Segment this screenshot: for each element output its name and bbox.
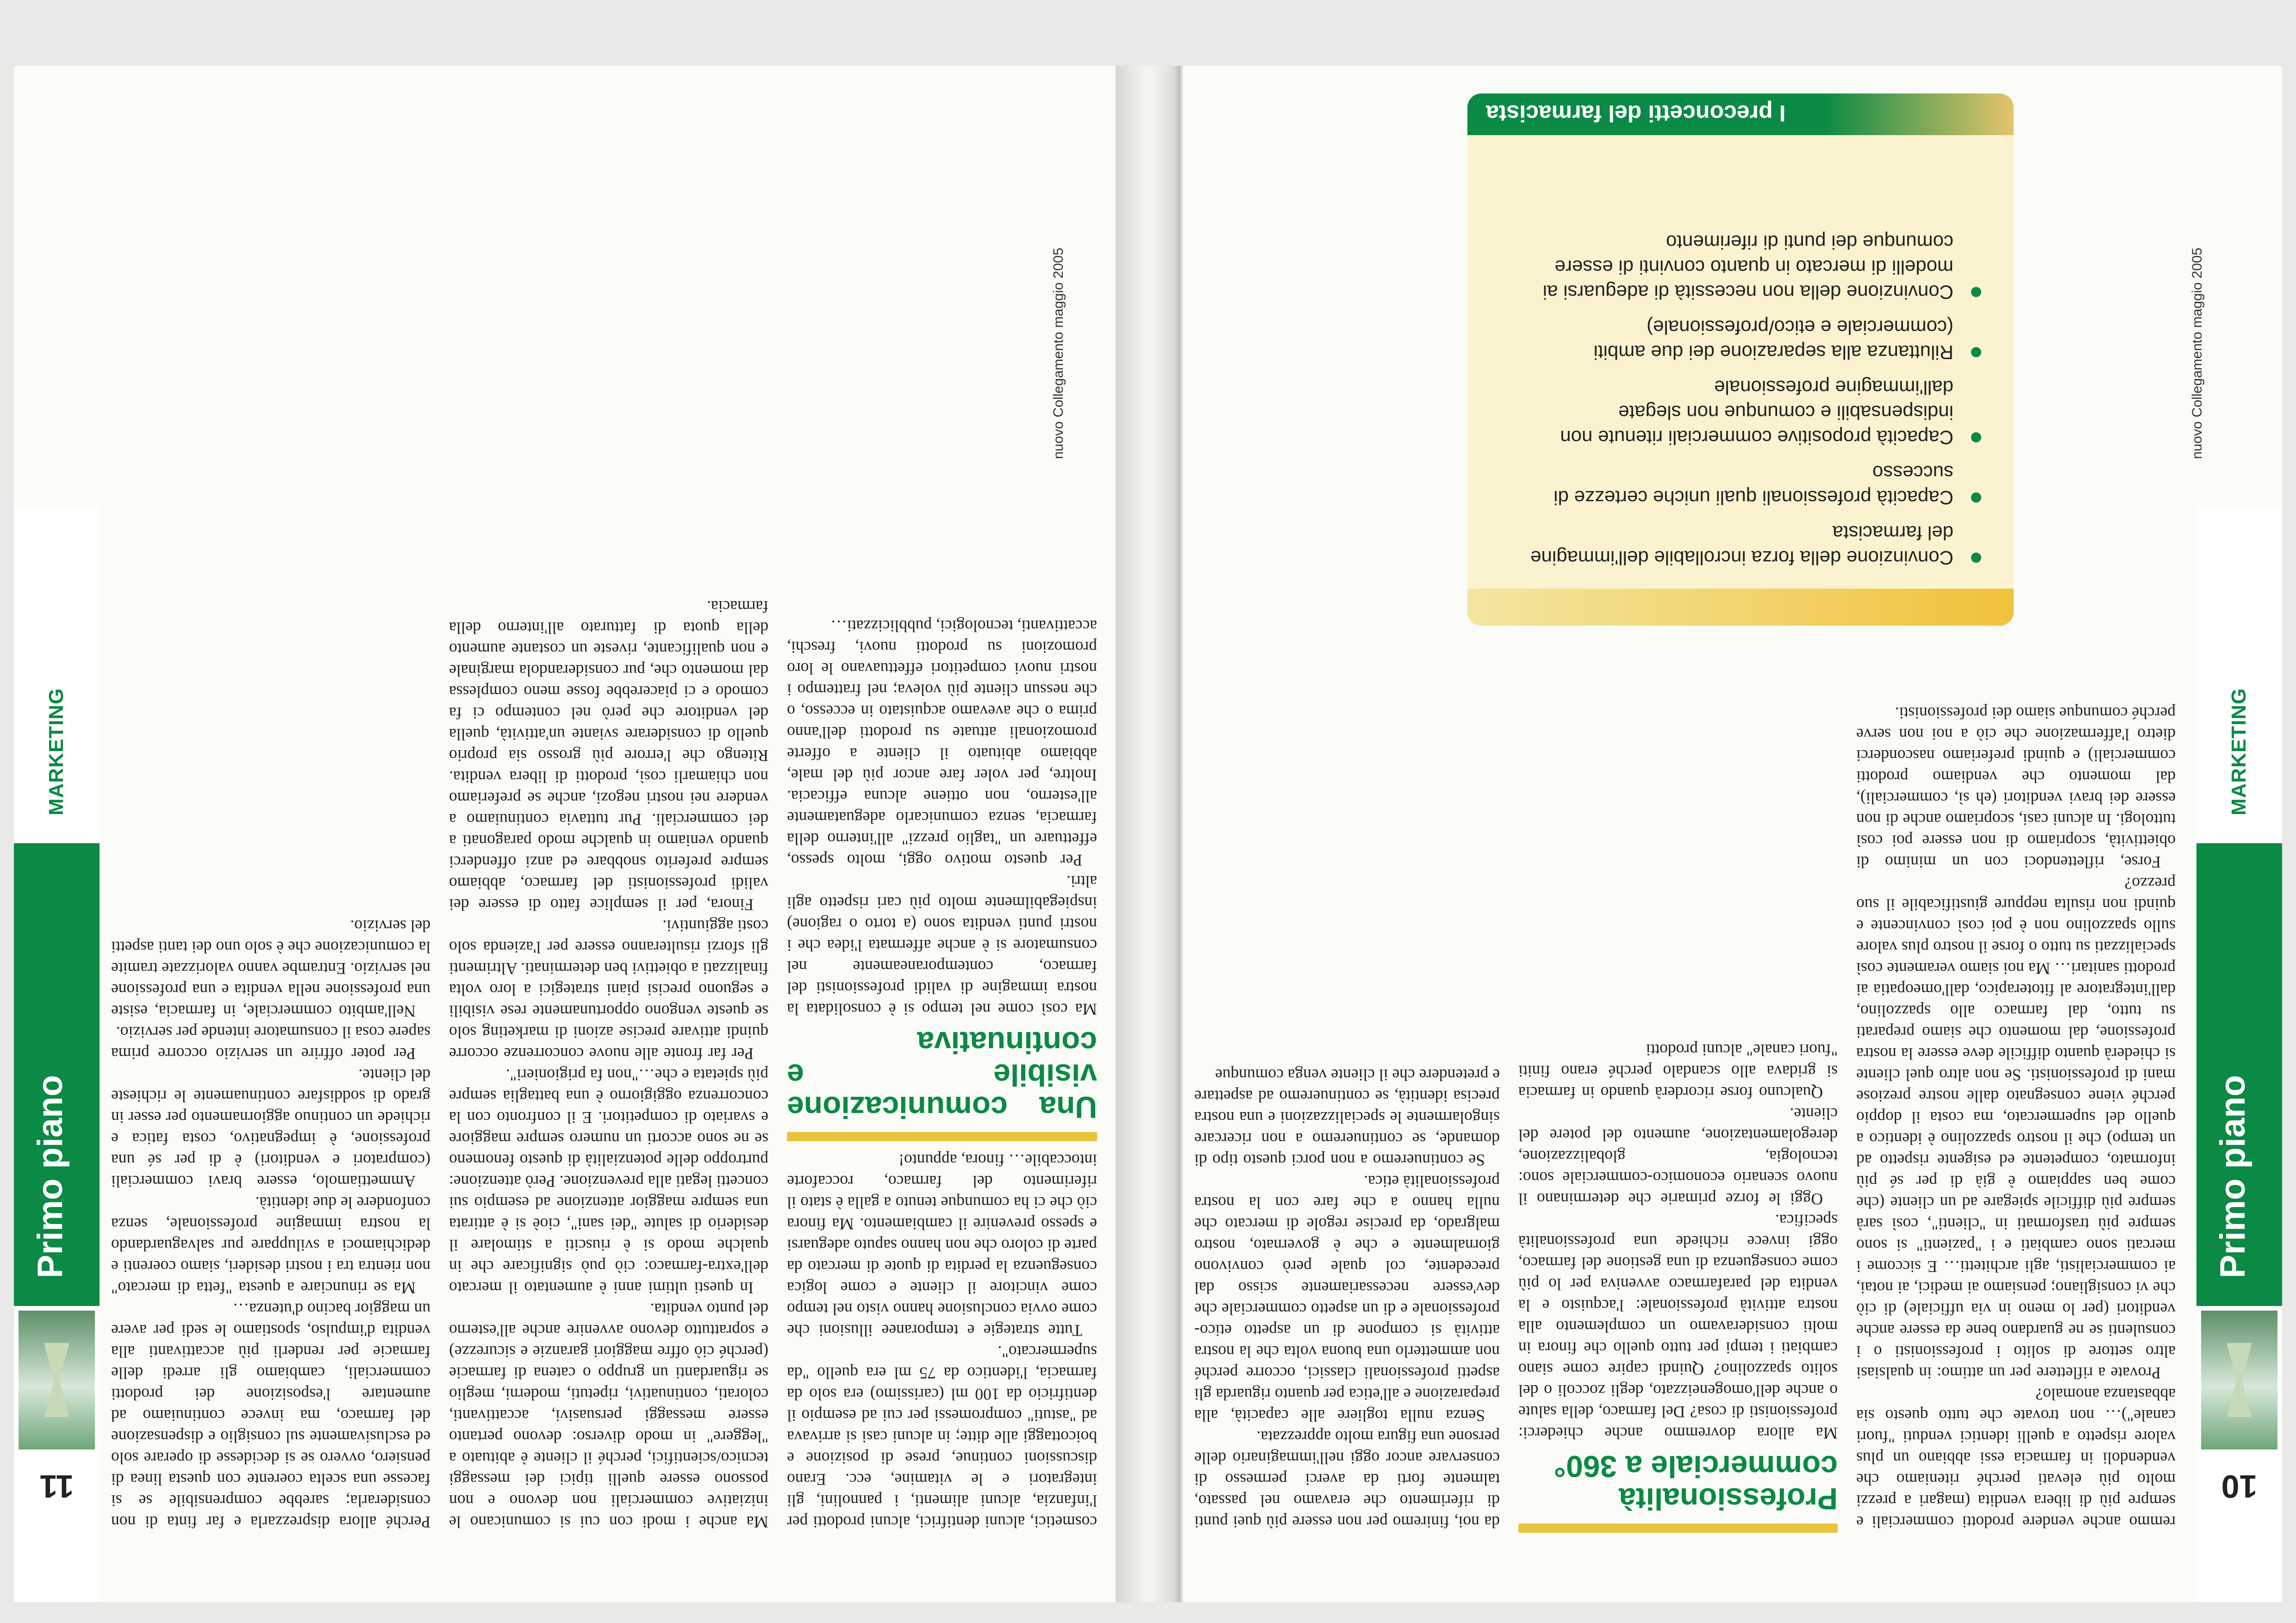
article-column-1	[1856, 703, 2176, 1533]
paragraph: Per poter offrire un servizio occorre prima sapere cosa il consumatore intende per servizio.	[111, 1023, 430, 1063]
paragraph: Oggi le forze primarie che determinano il nuovo scenario economico-commerciale sono: tecnologia, globalizzazione, deregolamentazione, aumento del potere del cliente.	[1518, 1105, 1838, 1208]
paragraph: In questi ultimi anni è aumentato il mercato dell'extra-farmaco: ciò può significare che in qualche modo si è riusciti a stimolare il desiderio di salute "dei sani", cioè si è attirata una sempre maggior attenzione ad esempio sui concetti legati alla prevenzione. Però attenzione: purtroppo delle potenzialità di questo fenomeno se ne sono accorti un numero sempre maggiore e svariato di competitori. E il confronto con la concorrenza oggigiorno è una battaglia sempre più spietata e che…"non fa prigionieri".	[449, 1066, 768, 1297]
page-11	[14, 66, 1116, 1602]
side-strip	[14, 505, 100, 1602]
paragraph: Ma così come nel tempo si è consolidata la nostra immagine di validi professionisti del farmaco, contemporaneamente nel consumatore si è anche affermata l'idea che i nostri punti vendita sono (a torto o ragione) inspiegabilmente molto più cari rispetto agli altri.	[787, 872, 1097, 1019]
page-10	[1180, 66, 2282, 1602]
article-column-2	[1518, 1039, 1838, 1533]
paragraph: Se continueremo a non porci questo tipo di domande, se continueremo a non ricercare singolarmente le specializzazioni e una nostra precisa identità, se continueremo ad aspettare e pretendere che il cliente venga comunque	[1194, 1066, 1500, 1169]
paragraph: Ma se rinunciare a questa "fetta di mercato" non rientra tra i nostri desideri, siamo coerenti e dedichiamoci a sviluppare pur salvaguardando la nostra immagine professionale, senza confondere le due identità.	[111, 1194, 430, 1297]
paragraph: da noi, finiremo per non essere più quei punti di riferimento che eravamo nel passato, talmente forti da averci permesso di conservare ancor oggi nell'immaginario delle persone una figura molto apprezzata.	[1194, 1428, 1500, 1531]
paragraph: Qualcuno forse ricorderà quando in farmacia si gridava allo scandalo perché erano finiti "fuori canale" alcuni prodotti	[1518, 1041, 1838, 1102]
article-column-1	[787, 616, 1097, 1533]
article-column-3	[111, 915, 430, 1533]
box-title: I preconcetti del farmacista	[1486, 100, 1786, 126]
paragraph: Ma anche i modi con cui si comunicano le iniziative commerciali non devono e non possono essere quelli tipici dei messaggi tecnico/scientifici, perché il cliente è abituato a "leggere" in modo diverso: devono pertanto essere messaggi persuasivi, accattivanti, colorati, continuativi, ripetuti, moderni, meglio se riguardanti un gruppo o catena di farmacie (perché ciò offre maggiori garanzie e sicurezze) e soprattutto devono avvenire anche all'esterno del punto vendita.	[449, 1300, 768, 1531]
paragraph: Ma allora dovremmo anche chiederci: professionisti di cosa? Del farmaco, della salute o anche dell'omogeneizzato, degli zoccoli o del solito spazzolino? Quindi capire come siano cambiati i tempi per tutto quello che finora in molti consideravamo un complemento alla nostra attività professionale: l'acquisto e la vendita del parafarmaco avveniva per lo più come conseguenza di una gestione del farmaco, oggi invece richiede una professionalità specifica.	[1518, 1211, 1838, 1443]
article-column-2	[449, 596, 768, 1533]
paragraph: Senza nulla togliere alle capacità, alla preparazione e all'etica per quanto riguarda gli aspetti professionali classici, occorre perché non ammetterlo una buona volta che la nostra attività si compone di un aspetto etico-professionale e di un aspetto commerciale che dev'essere necessariamente scisso dal precedente, col quale però convivono giornalmente e che è governato, nostro malgrado, da precise regole di mercato che nulla hanno a che fare con la nostra professionalità etica.	[1194, 1172, 1500, 1425]
paragraph: Forse, riflettendoci con un minimo di obiettività, scopriamo di non essere poi così tuttologi. In alcuni casi, scopriamo anche di non essere dei bravi venditori (eh sì, commerciali), dal momento che vendiamo prodotti commerciali) e quindi preferiamo nasconderci dietro l'affermazione che ciò a noi non serve perché comunque siamo dei professionisti.	[1856, 704, 2176, 871]
paragraph: Ammettiamolo, essere bravi commerciali (compratori e venditori) è di per sé una professione, è impegnativo, costa fatica e richiede un continuo aggiornamento per esser in grado di soddisfare continuamente le richieste del cliente.	[111, 1066, 430, 1191]
paragraph: remmo anche vendere prodotti commerciali e sempre più di libera vendita (magari a prezzi molto più elevati perché riteniamo che vendendoli in farmacia essi abbiano un plus valore rispetto a quelli identici venduti "fuori canale")… non trovate che tutto questo sia abbastanza anomalo?	[1856, 1385, 2176, 1531]
paragraph: Finora, per il semplice fatto di essere dei validi professionisti del farmaco, abbiamo sempre preferito snobbare ed anzi offenderci quando veniamo in qualche modo paragonati a dei commerciali. Pur tuttavia continuiamo a vendere nei nostri negozi, anche se preferiamo non chiamarli così, prodotti di libera vendita. Ritengo che l'errore più grosso sia proprio quello di considerare sviante un'attività, quella del venditore che però nel contempo ci fa comodo e ci piacerebbe fosse meno complessa dal momento che, pur considerandola marginale e non qualificante, riveste un costante aumento della quota di fatturato all'interno della farmacia.	[449, 597, 768, 914]
paragraph: Provate a riflettere per un attimo: in qualsiasi altro settore di solito i professionisti o i consulenti se ne guardano bene da essere anche venditori (per lo meno in via ufficiale) di ciò che vi consigliano; pensiamo ai medici, ai notai, ai commercialisti, agli architetti… E siccome i mercati sono cambiati e i "pazienti" si sono sempre più trasformati in "clienti", così sarà sempre più difficile spiegare ad un cliente (che come ben sappiamo è già di per sé più informato, competente ed esigente rispetto ad un tempo) che il nostro spazzolino è identico a quello del supermercato, ma costa il doppio perché viene consegnato dalle nostre preziose mani di professionisti. Se non altro quel cliente si chiederà quanto difficile deve essere la nostra professione, dal momento che siamo preparati su tutto, dal farmaco allo spazzolino, dall'integratore al fitoterapico, dall'omeopatia ai prodotti sanitari… Ma noi siamo veramente così specializzati su tutto o forse il nostro plus valore sullo spazzolino non è poi così convincente e quindi non risulta neppure giustificabile il suo prezzo?	[1856, 874, 2176, 1382]
list-item: Capacità professionali quali uniche certezze di successo	[1500, 460, 1981, 510]
running-head: nuovo Collegamento maggio 2005	[2190, 248, 2205, 459]
paragraph: cosmetici, alcuni dentifrici, alcuni prodotti per l'infanzia, alcuni alimenti, i pannolini, gli integratori e le vitamine, ecc. Erano discussioni continue, prese di posizione e boicottaggi alle ditte; in alcuni casi si arrivava ad "astuti" compromessi per cui ad esempio il dentifricio da 100 ml (carissimo) era solo da farmacia, l'identico da 75 ml era quello "da supermercato".	[787, 1343, 1097, 1531]
preconceptions-box	[1467, 93, 2014, 626]
list-item: Convinzione della non necessità di adeguarsi ai modelli di mercato in quanto convinti di essere comunque dei punti di riferimento	[1500, 230, 1981, 305]
list-item: Capacità propositive commerciali ritenute non indispensabili e comunque non slegate dall'immagine professionale	[1500, 375, 1981, 450]
preconceptions-list	[1500, 219, 1981, 570]
heading-bar	[787, 1132, 1097, 1141]
paragraph: Perché allora disprezzarla e far finta di non considerarla; sarebbe comprensibile se si facesse una scelta coerente con questa linea di pensiero, ovvero se si decidesse di operare solo ed esclusivamente sul consiglio e dispensazione del farmaco, ma invece continuiamo ad aumentare l'esposizione dei prodotti commerciali, cambiamo gli arredi delle farmacie per renderli più accattivanti alla vendita d'impulso, spostiamo le sedi per avere un maggior bacino d'utenza…	[111, 1300, 430, 1531]
binding-gutter	[1116, 66, 1180, 1602]
page-number: 11	[39, 1468, 74, 1505]
paragraph: Tutte strategie e temporanee illusioni che come ovvia conclusione hanno visto nel tempo come vincitore il cliente e come logica conseguenza la perdita di quote di mercato da parte di coloro che non hanno saputo adeguarsi e spesso prevenire il cambiamento. Ma finora ciò che ci ha comunque tenuto a galla è stato il riferimento del farmaco, roccaforte intoccabile… finora, appunto!	[787, 1151, 1097, 1340]
hourglass-image	[2201, 1311, 2277, 1449]
box-cap	[1467, 589, 2014, 626]
box-header	[1467, 93, 2014, 135]
running-head: nuovo Collegamento maggio 2005	[1051, 248, 1066, 459]
subheading: Una comunicazione visibile e continuativa	[787, 1026, 1097, 1125]
page-number: 10	[2221, 1468, 2258, 1505]
paragraph: Per far fronte alle nuove concorrenze occorre quindi attivare precise azioni di marketing solo se queste vengono opportunamente rese visibili e seguono precisi piani strategici a loro volta finalizzati a obiettivi ben determinati. Altrimenti gli sforzi risulteranno essere per l'azienda solo costi aggiuntivi.	[449, 917, 768, 1063]
heading-bar	[1518, 1524, 1838, 1533]
section-title: Primo piano	[2213, 1075, 2252, 1278]
side-strip	[2196, 505, 2282, 1602]
fold-shadow	[1173, 66, 1183, 1602]
section-title: Primo piano	[31, 1075, 70, 1278]
subheading: Professionalità commerciale a 360°	[1554, 1449, 1838, 1516]
category-label: MARKETING	[2227, 688, 2250, 815]
hourglass-image	[19, 1311, 95, 1449]
list-item: Convinzione della forza incrollabile dell'immagine del farmacista	[1500, 520, 1981, 570]
paragraph: Nell'ambito commerciale, in farmacia, esiste una professione nella vendita e una professione nel servizio. Entrambe vanno valorizzate tramite la comunicazione che è solo uno dei tanti aspetti del servizio.	[111, 917, 430, 1020]
article-column-3	[1194, 1064, 1500, 1533]
category-label: MARKETING	[45, 688, 68, 815]
paragraph: Per questo motivo oggi, molto spesso, effettuare un "taglio prezzi" all'interno della farmacia, senza comunicarlo adeguatamente all'esterno, non ottiene alcuna efficacia. Inoltre, per voler fare ancor più del male, abbiamo abituato il cliente a offerte promozionali attuate su prodotti dell'anno prima o che avevamo acquistato in eccesso, o che nessun cliente più voleva; nel frattempo i nostri nuovi competitori effettuavano le loro promozioni su prodotti nuovi, freschi, accattivanti, tecnologici, pubblicizzati…	[787, 617, 1097, 870]
list-item: Riluttanza alla separazione dei due ambiti (commerciale e etico/professionale)	[1500, 315, 1981, 365]
